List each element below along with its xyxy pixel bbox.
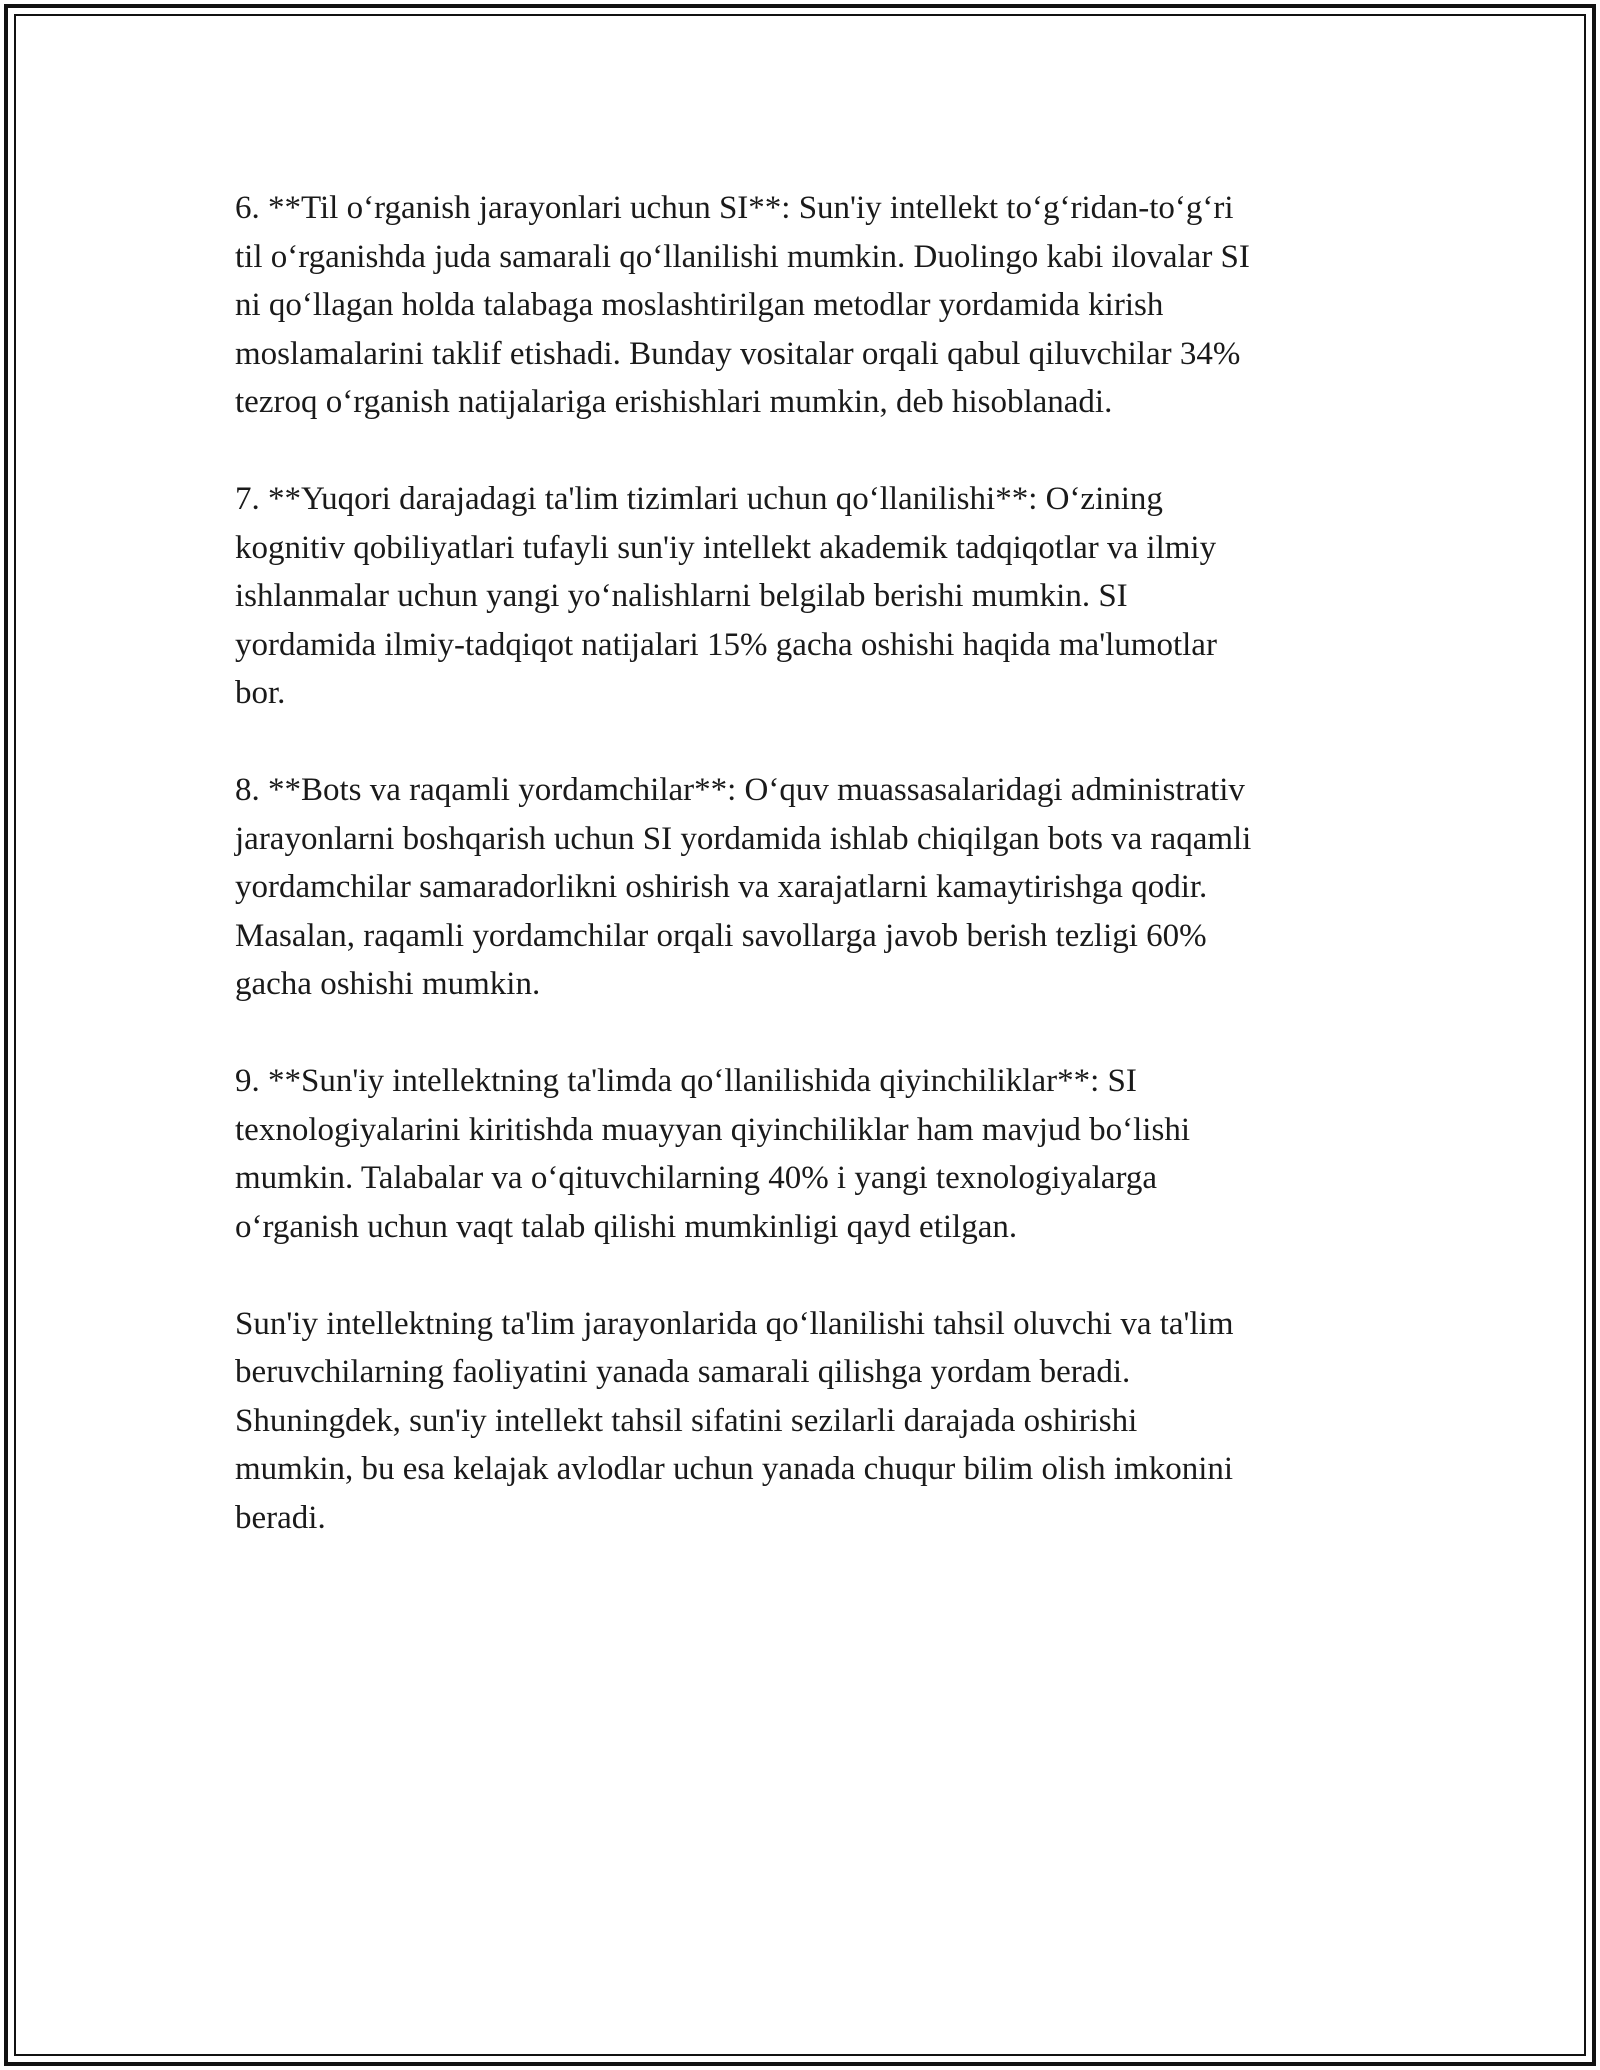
document-body [235, 184, 1375, 1591]
paragraph-7-higher-education: 7. **Yuqori darajadagi ta'lim tizimlari uchun qo‘llanilishi**: O‘zining kognitiv qobiliyatlari tufayli sun'iy intellekt akademik tadqiqotlar va ilmiy ishlanmalar uchun yangi yo‘nalishlarni belgilab berishi mumkin. SI yordamida ilmiy-tadqiqot natijalari 15% gacha oshishi haqida ma'lumotlar bor. [235, 481, 1217, 711]
paragraph-conclusion: Sun'iy intellektning ta'lim jarayonlarida qo‘llanilishi tahsil oluvchi va ta'lim beruvchilarning faoliyatini yanada samarali qilishga yordam beradi. Shuningdek, sun'iy intellekt tahsil sifatini sezilarli darajada oshirishi mumkin, bu esa kelajak avlodlar uchun yanada chuqur bilim olish imkonini beradi. [235, 1305, 1234, 1536]
paragraph-6-language-learning: 6. **Til o‘rganish jarayonlari uchun SI**: Sun'iy intellekt to‘g‘ridan-to‘g‘ri til o‘rganishda juda samarali qo‘llanilishi mumkin. Duolingo kabi ilovalar SI ni qo‘llagan holda talabaga moslashtirilgan metodlar yordamida kirish moslamalarini taklif etishadi. Bunday vositalar orqali qabul qiluvchilar 34% tezroq o‘rganish natijalariga erishishlari mumkin, deb hisoblanadi. [235, 190, 1250, 420]
paragraph-9-challenges: 9. **Sun'iy intellektning ta'limda qo‘llanilishida qiyinchiliklar**: SI texnologiyalarini kiritishda muayyan qiyinchiliklar ham mavjud bo‘lishi mumkin. Talabalar va o‘qituvchilarning 40% i yangi texnologiyalarga o‘rganish uchun vaqt talab qilishi mumkinligi qayd etilgan. [235, 1063, 1190, 1245]
paragraph-8-bots-assistants: 8. **Bots va raqamli yordamchilar**: O‘quv muassasalaridagi administrativ jarayonlarni boshqarish uchun SI yordamida ishlab chiqilgan bots va raqamli yordamchilar samaradorlikni oshirish va xarajatlarni kamaytirishga qodir. Masalan, raqamli yordamchilar orqali savollarga javob berish tezligi 60% gacha oshishi mumkin. [235, 772, 1252, 1002]
